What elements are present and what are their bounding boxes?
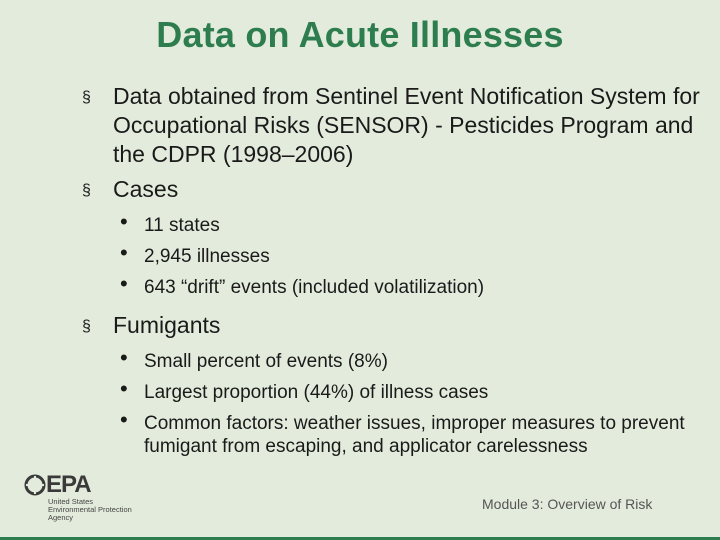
agency-line: Agency [48, 513, 74, 522]
dot-bullet-icon: • [120, 345, 128, 370]
module-footer: Module 3: Overview of Risk [482, 496, 653, 512]
square-bullet-icon: § [82, 89, 91, 106]
epa-logo [24, 471, 164, 526]
slide-content [82, 82, 702, 470]
bullet-text: Data obtained from Sentinel Event Notification System for Occupational Risks (SENSOR) - Pesticides Program and the CDPR (1998–2006) [113, 83, 700, 167]
sub-bullet [82, 240, 702, 268]
sub-bullet-text: Common factors: weather issues, improper measures to prevent fumigant from escaping, and applicator carelessness [144, 413, 685, 457]
agency-line: Environmental Protection [48, 505, 132, 514]
epa-flower-icon [24, 474, 46, 496]
sub-bullet-text: 11 states [144, 215, 220, 236]
dot-bullet-icon: • [120, 407, 128, 432]
bullet-text: Fumigants [113, 312, 221, 338]
epa-agency-name [48, 498, 132, 522]
dot-bullet-icon: • [120, 271, 128, 296]
agency-line: United States [48, 497, 94, 506]
square-bullet-icon: § [82, 318, 91, 335]
sub-bullet-text: 2,945 illnesses [144, 246, 270, 267]
sub-bullet [82, 271, 702, 299]
bullet-data-source [82, 82, 702, 169]
epa-wordmark: EPA [46, 471, 91, 498]
sub-bullet [82, 209, 702, 237]
slide-title: Data on Acute Illnesses [156, 14, 564, 55]
sub-bullet-text: Small percent of events (8%) [144, 351, 388, 372]
dot-bullet-icon: • [120, 240, 128, 265]
sub-bullet [82, 376, 702, 404]
sub-bullet [82, 407, 702, 458]
bullet-cases [82, 175, 702, 204]
cases-sublist [82, 209, 702, 299]
square-bullet-icon: § [82, 182, 91, 199]
sub-bullet-text: 643 “drift” events (included volatilization) [144, 277, 485, 298]
fumigants-sublist [82, 345, 702, 458]
bullet-fumigants [82, 311, 702, 340]
sub-bullet [82, 345, 702, 373]
bullet-text: Cases [113, 176, 179, 202]
sub-bullet-text: Largest proportion (44%) of illness cases [144, 382, 489, 403]
dot-bullet-icon: • [120, 376, 128, 401]
dot-bullet-icon: • [120, 209, 128, 234]
